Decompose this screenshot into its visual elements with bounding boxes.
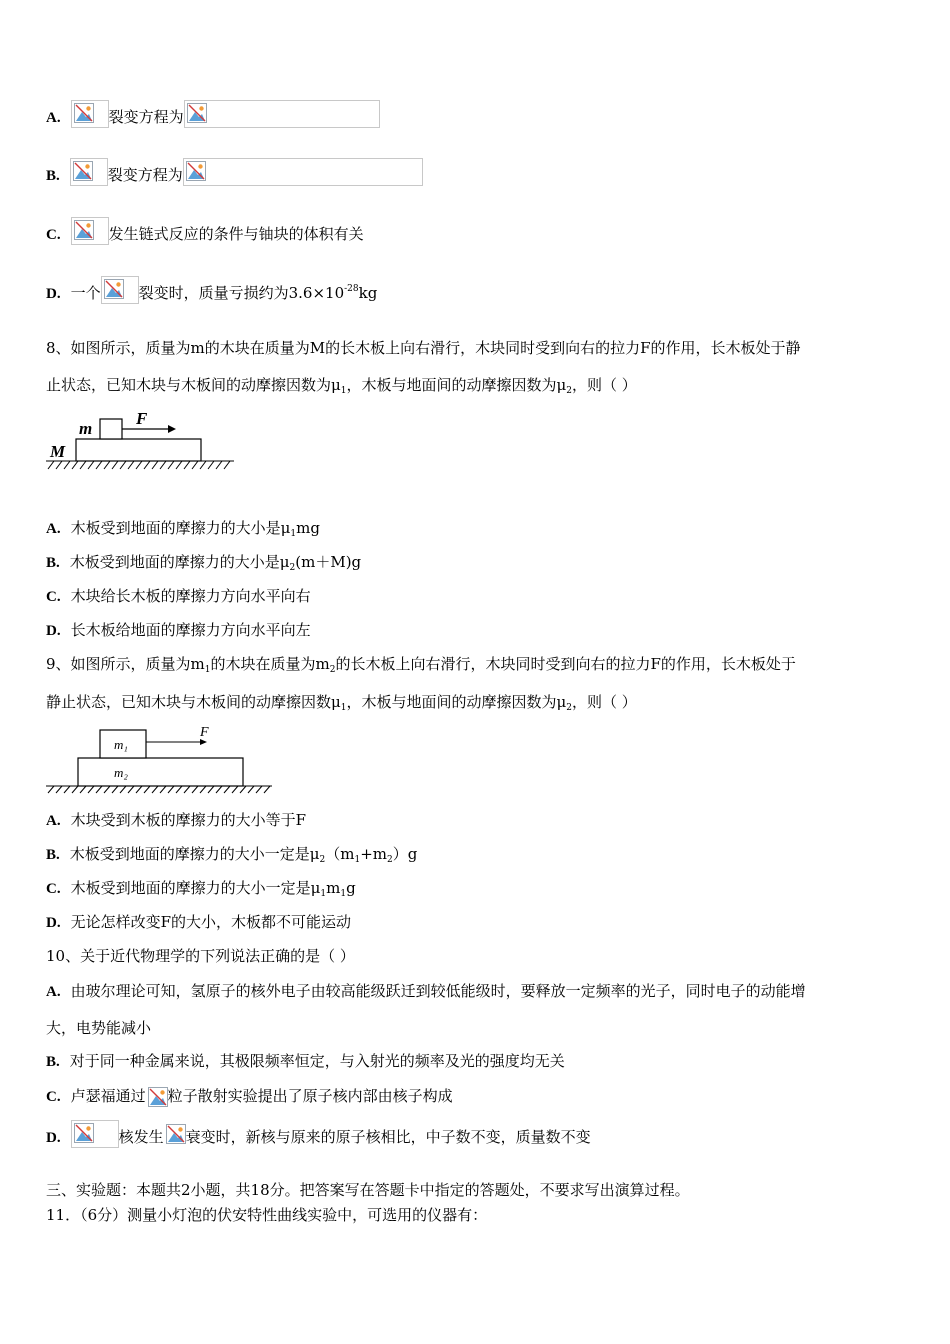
fission-equation-image-icon <box>183 158 423 186</box>
option-text: 粒子散射实验提出了原子核内部由核子构成 <box>167 1087 453 1105</box>
option-label: D. <box>46 286 61 302</box>
option-label: C. <box>46 589 61 605</box>
q7-option-c <box>46 217 364 245</box>
option-text: (m＋M)g <box>295 553 362 571</box>
q9-ground-hatch <box>46 786 272 793</box>
q9-option-b <box>46 844 417 870</box>
question-text: 的木块在质量为m <box>210 655 330 673</box>
q8-ground-hatch <box>46 461 234 469</box>
q10-option-c <box>46 1085 453 1107</box>
q8-stem-line-1 <box>46 338 801 358</box>
question-text: ，木板与地面间的动摩擦因数为μ <box>346 693 567 711</box>
option-label: D. <box>46 623 61 639</box>
option-text: 木板受到地面的摩擦力的大小是μ <box>69 553 290 571</box>
q8-arrowhead-icon <box>168 425 176 433</box>
section-3-heading <box>46 1180 690 1200</box>
option-text: mg <box>296 519 320 537</box>
question-text: 的长木板上向右滑行，木块同时受到向右的拉力F的作用，长木板处于 <box>335 655 796 673</box>
option-text: 一个 <box>70 284 101 302</box>
q8-label-m: m <box>79 419 93 438</box>
q9-option-c <box>46 878 356 904</box>
option-text: g <box>346 879 356 897</box>
option-text: 木板受到地面的摩擦力的大小一定是μ <box>69 845 320 863</box>
q8-block-on-board-figure <box>44 410 238 472</box>
question-text: ，则（ ） <box>572 693 637 711</box>
q8-option-b <box>46 552 361 578</box>
q9-label-m1: m₁ <box>114 737 128 752</box>
option-label: B. <box>46 555 60 571</box>
section-heading-text: 三、实验题：本题共2小题，共18分。把答案写在答题卡中指定的答题处，不要求写出演算过程。 <box>46 1181 690 1199</box>
q8-label-M: M <box>50 442 66 461</box>
q10-option-b <box>46 1051 565 1072</box>
option-text: 卢瑟福通过 <box>70 1087 146 1105</box>
option-label: C. <box>46 227 61 243</box>
decay-symbol-image-icon <box>164 1122 186 1148</box>
q7-option-d <box>46 276 377 304</box>
option-text: （m <box>325 845 355 863</box>
nucleus-image-icon <box>71 217 109 245</box>
subscript: 1 <box>204 665 211 675</box>
subscript: 2 <box>387 855 393 865</box>
q9-board <box>78 758 243 786</box>
q9-stem-line-1 <box>46 654 796 680</box>
nucleus-image-icon <box>71 1120 119 1148</box>
option-text: ）g <box>392 845 418 863</box>
q9-label-m2: m₂ <box>114 765 128 780</box>
q8-option-a <box>46 518 320 544</box>
option-label: A. <box>46 984 61 1000</box>
subscript: 1 <box>340 889 347 899</box>
q10-option-d <box>46 1120 591 1148</box>
q8-label-F: F <box>136 410 148 428</box>
option-label: A. <box>46 521 61 537</box>
option-text: 裂变时，质量亏损约为3.6×10 <box>138 284 345 302</box>
option-text: 长木板给地面的摩擦力方向水平向左 <box>70 621 311 639</box>
exponent: -28 <box>344 284 359 294</box>
option-label: B. <box>46 168 60 184</box>
option-text: 木块受到木板的摩擦力的大小等于F <box>70 811 307 829</box>
option-text: 由玻尔理论可知，氢原子的核外电子由较高能级跃迁到较低能级时，要释放一定频率的光子，同时电子的动能增 <box>70 982 806 1000</box>
option-text: 木块给长木板的摩擦力方向水平向右 <box>70 587 311 605</box>
q8-option-c <box>46 586 311 607</box>
q8-block <box>100 419 122 439</box>
q7-option-a <box>46 100 380 128</box>
question-text: ，木板与地面间的动摩擦因数为μ <box>346 376 567 394</box>
q9-label-F: F <box>200 725 209 740</box>
q7-option-b <box>46 158 423 186</box>
q9-block-on-board-figure <box>44 722 276 796</box>
q10-stem <box>46 946 355 966</box>
option-text: 大，电势能减小 <box>46 1019 152 1037</box>
subscript: 2 <box>566 386 572 396</box>
subscript: 1 <box>340 386 347 396</box>
option-label: C. <box>46 1089 61 1105</box>
subscript: 1 <box>290 529 297 539</box>
q9-option-a <box>46 810 306 831</box>
subscript: 1 <box>354 855 361 865</box>
question-text: 8、如图所示，质量为m的木块在质量为M的长木板上向右滑行，木块同时受到向右的拉力F的作用，长木板处于静 <box>46 339 801 357</box>
subscript: 1 <box>320 889 327 899</box>
alpha-symbol-image-icon <box>146 1085 168 1107</box>
nucleus-image-icon <box>71 100 109 128</box>
question-text: 11．（6分）测量小灯泡的伏安特性曲线实验中，可选用的仪器有： <box>46 1206 488 1224</box>
option-text: 衰变时，新核与原来的原子核相比，中子数不变，质量数不变 <box>185 1128 591 1146</box>
option-text: 木板受到地面的摩擦力的大小是μ <box>70 519 291 537</box>
option-text: 发生链式反应的条件与铀块的体积有关 <box>108 225 364 243</box>
q9-option-d <box>46 912 351 933</box>
option-label: D. <box>46 915 61 931</box>
option-text: 裂变方程为 <box>108 108 184 126</box>
subscript: 1 <box>340 703 347 713</box>
fission-equation-image-icon <box>184 100 380 128</box>
question-text: 静止状态，已知木块与木板间的动摩擦因数μ <box>46 693 341 711</box>
q8-stem-line-2 <box>46 375 637 401</box>
subscript: 2 <box>289 563 296 573</box>
option-label: A. <box>46 110 61 126</box>
unit: kg <box>358 284 378 302</box>
question-text: 止状态，已知木块与木板间的动摩擦因数为μ <box>46 376 341 394</box>
q9-stem-line-2 <box>46 692 637 718</box>
option-text: 木板受到地面的摩擦力的大小一定是μ <box>70 879 321 897</box>
q10-option-a-line-1 <box>46 981 806 1002</box>
subscript: 2 <box>566 703 572 713</box>
option-label: B. <box>46 847 60 863</box>
nucleus-image-icon <box>70 158 108 186</box>
option-text: 无论怎样改变F的大小，木板都不可能运动 <box>70 913 352 931</box>
option-label: C. <box>46 881 61 897</box>
option-label: B. <box>46 1054 60 1070</box>
subscript: 2 <box>319 855 326 865</box>
question-text: ，则（ ） <box>572 376 637 394</box>
option-text: 对于同一种金属来说，其极限频率恒定，与入射光的频率及光的强度均无关 <box>69 1052 565 1070</box>
question-text: 9、如图所示，质量为m <box>46 655 205 673</box>
option-label: D. <box>46 1130 61 1146</box>
option-text: m <box>326 879 341 897</box>
q11-stem <box>46 1205 487 1225</box>
q10-option-a-line-2 <box>46 1018 151 1038</box>
q8-board <box>76 439 201 461</box>
option-text: +m <box>360 845 388 863</box>
subscript: 2 <box>329 665 336 675</box>
q8-option-d <box>46 620 311 641</box>
option-label: A. <box>46 813 61 829</box>
nucleus-image-icon <box>101 276 139 304</box>
option-text: 核发生 <box>118 1128 164 1146</box>
question-text: 10、关于近代物理学的下列说法正确的是（ ） <box>46 947 355 965</box>
option-text: 裂变方程为 <box>107 166 183 184</box>
